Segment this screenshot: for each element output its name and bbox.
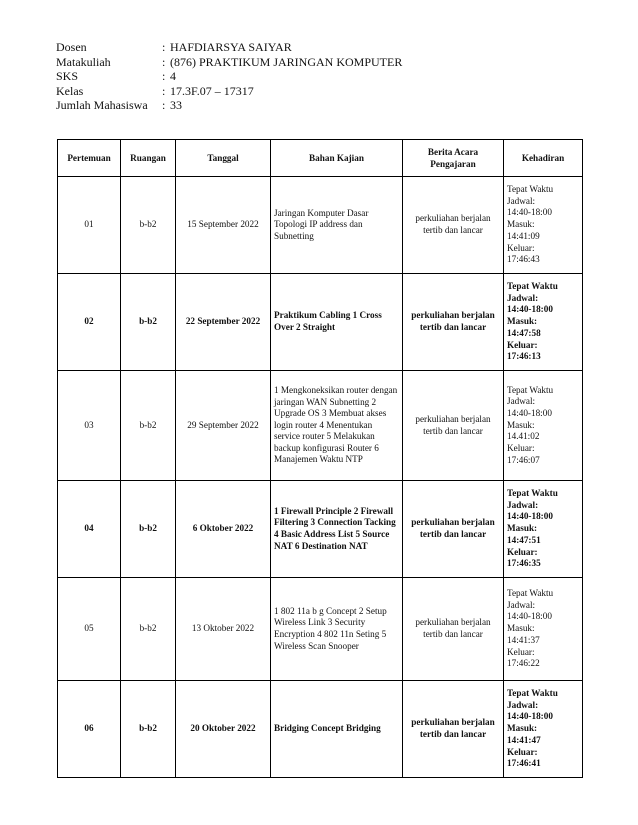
col-header-kehadiran: Kehadiran (504, 140, 583, 177)
cell-berita-acara: perkuliahan berjalan tertib dan lancar (403, 274, 504, 371)
cell-pertemuan: 01 (58, 177, 121, 274)
kehadiran-jadwal: 14:40-18:00 (507, 611, 552, 622)
matakuliah-value: (876) PRAKTIKUM JARINGAN KOMPUTER (170, 54, 403, 69)
dosen-value: HAFDIARSYA SAIYAR (170, 40, 292, 54)
jumlah-label: Jumlah Mahasiswa (56, 98, 148, 113)
course-header (56, 40, 402, 113)
kehadiran-keluar: 17:46:41 (507, 758, 541, 769)
col-header-berita-acara: Berita Acara Pengajaran (403, 140, 504, 177)
header-row-jumlah: Jumlah Mahasiswa : 33 (56, 98, 182, 113)
cell-ruangan: b-b2 (121, 274, 176, 371)
col-header-bahan-kajian: Bahan Kajian (271, 140, 403, 177)
kehadiran-masuk-label: Masuk: (507, 419, 535, 430)
kehadiran-jadwal: 14:40-18:00 (507, 711, 553, 722)
cell-kehadiran (504, 681, 583, 778)
kelas-label: Kelas (56, 83, 84, 98)
sks-value: 4 (170, 69, 176, 84)
kehadiran-jadwal: 14:40-18:00 (507, 407, 552, 418)
cell-pertemuan: 06 (58, 681, 121, 778)
table-row (58, 481, 583, 578)
cell-tanggal: 29 September 2022 (176, 371, 271, 481)
cell-pertemuan: 04 (58, 481, 121, 578)
kehadiran-masuk-label: Masuk: (507, 623, 535, 634)
attendance-table (57, 139, 583, 778)
kehadiran-status: Tepat Waktu (507, 184, 554, 195)
cell-ruangan: b-b2 (121, 481, 176, 578)
kehadiran-masuk: 14:41:47 (507, 734, 541, 745)
col-header-pertemuan: Pertemuan (58, 140, 121, 177)
col-header-tanggal: Tanggal (176, 140, 271, 177)
sks-label: SKS (56, 69, 79, 84)
matakuliah-label: Matakuliah (56, 54, 111, 69)
kehadiran-jadwal-label: Jadwal: (507, 499, 539, 510)
cell-berita-acara: perkuliahan berjalan tertib dan lancar (403, 578, 504, 681)
kehadiran-keluar: 17:46:13 (507, 351, 541, 362)
kehadiran-jadwal-label: Jadwal: (507, 396, 536, 407)
kehadiran-jadwal: 14:40-18:00 (507, 511, 553, 522)
header-row-matakuliah: Matakuliah : (876) PRAKTIKUM JARINGAN KOMPUTER (56, 54, 403, 69)
kehadiran-jadwal: 14:40-18:00 (507, 207, 552, 218)
jumlah-value: 33 (170, 98, 182, 113)
kehadiran-keluar-label: Keluar: (507, 646, 535, 657)
kehadiran-keluar: 17:46:43 (507, 254, 540, 265)
table-row (58, 371, 583, 481)
kehadiran-keluar-label: Keluar: (507, 242, 535, 253)
cell-pertemuan: 05 (58, 578, 121, 681)
cell-berita-acara: perkuliahan berjalan tertib dan lancar (403, 371, 504, 481)
cell-bahan-kajian: 1 Mengkoneksikan router dengan jaringan WAN Subnetting 2 Upgrade OS 3 Membuat akses login router 4 Menentukan service router 5 Melakukan backup konfigurasi Router 6 Manajemen Waktu NTP (271, 371, 403, 481)
table-header-row (58, 140, 583, 177)
kehadiran-jadwal-label: Jadwal: (507, 699, 539, 710)
cell-kehadiran (504, 274, 583, 371)
cell-ruangan: b-b2 (121, 371, 176, 481)
kehadiran-status: Tepat Waktu (507, 488, 558, 499)
kehadiran-jadwal: 14:40-18:00 (507, 304, 553, 315)
col-header-ruangan: Ruangan (121, 140, 176, 177)
kehadiran-masuk-label: Masuk: (507, 316, 538, 327)
cell-bahan-kajian: Jaringan Komputer Dasar Topologi IP address dan Subnetting (271, 177, 403, 274)
kehadiran-jadwal-label: Jadwal: (507, 195, 536, 206)
cell-kehadiran (504, 481, 583, 578)
kehadiran-status: Tepat Waktu (507, 281, 558, 292)
header-row-sks: SKS : 4 (56, 69, 176, 84)
kehadiran-keluar-label: Keluar: (507, 339, 538, 350)
kehadiran-keluar-label: Keluar: (507, 746, 538, 757)
kelas-value: 17.3F.07 – 17317 (170, 83, 254, 98)
kehadiran-keluar: 17:46:07 (507, 454, 540, 465)
cell-berita-acara: perkuliahan berjalan tertib dan lancar (403, 177, 504, 274)
kehadiran-keluar: 17:46:35 (507, 558, 541, 569)
kehadiran-masuk-label: Masuk: (507, 723, 538, 734)
table-row (58, 681, 583, 778)
cell-tanggal: 22 September 2022 (176, 274, 271, 371)
kehadiran-masuk-label: Masuk: (507, 219, 535, 230)
cell-bahan-kajian: 1 802 11a b g Concept 2 Setup Wireless Link 3 Security Encryption 4 802 11n Seting 5 Wireless Scan Snooper (271, 578, 403, 681)
kehadiran-status: Tepat Waktu (507, 384, 554, 395)
kehadiran-keluar-label: Keluar: (507, 443, 535, 454)
kehadiran-masuk: 14:41:37 (507, 634, 540, 645)
cell-tanggal: 6 Oktober 2022 (176, 481, 271, 578)
header-row-kelas: Kelas : 17.3F.07 – 17317 (56, 83, 254, 98)
cell-tanggal: 13 Oktober 2022 (176, 578, 271, 681)
cell-pertemuan: 03 (58, 371, 121, 481)
kehadiran-masuk: 14:41:09 (507, 230, 540, 241)
cell-kehadiran (504, 371, 583, 481)
kehadiran-jadwal-label: Jadwal: (507, 292, 539, 303)
cell-ruangan: b-b2 (121, 578, 176, 681)
kehadiran-masuk: 14:47:58 (507, 327, 541, 338)
kehadiran-keluar: 17:46:22 (507, 658, 540, 669)
dosen-label: Dosen (56, 40, 87, 54)
table-row (58, 177, 583, 274)
cell-kehadiran (504, 177, 583, 274)
cell-bahan-kajian: Bridging Concept Bridging (271, 681, 403, 778)
cell-bahan-kajian: 1 Firewall Principle 2 Firewall Filtering 3 Connection Tacking 4 Basic Address List 5 Source NAT 6 Destination NAT (271, 481, 403, 578)
header-row-dosen: Dosen : HAFDIARSYA SAIYAR (56, 40, 292, 54)
kehadiran-masuk-label: Masuk: (507, 523, 538, 534)
table-row (58, 274, 583, 371)
cell-pertemuan: 02 (58, 274, 121, 371)
kehadiran-masuk: 14:47:51 (507, 534, 541, 545)
kehadiran-status: Tepat Waktu (507, 588, 554, 599)
table-row (58, 578, 583, 681)
kehadiran-masuk: 14.41:02 (507, 431, 540, 442)
cell-ruangan: b-b2 (121, 177, 176, 274)
cell-kehadiran (504, 578, 583, 681)
cell-ruangan: b-b2 (121, 681, 176, 778)
cell-tanggal: 15 September 2022 (176, 177, 271, 274)
cell-berita-acara: perkuliahan berjalan tertib dan lancar (403, 481, 504, 578)
cell-tanggal: 20 Oktober 2022 (176, 681, 271, 778)
cell-bahan-kajian: Praktikum Cabling 1 Cross Over 2 Straight (271, 274, 403, 371)
kehadiran-keluar-label: Keluar: (507, 546, 538, 557)
kehadiran-status: Tepat Waktu (507, 688, 558, 699)
kehadiran-jadwal-label: Jadwal: (507, 599, 536, 610)
cell-berita-acara: perkuliahan berjalan tertib dan lancar (403, 681, 504, 778)
